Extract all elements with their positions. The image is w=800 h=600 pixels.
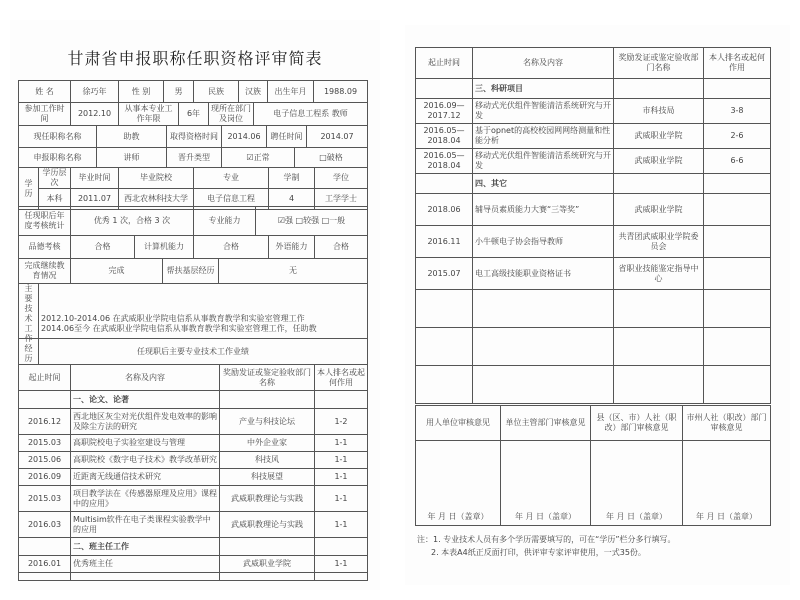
table-cell: 本人排名或起何作用 xyxy=(704,48,771,79)
table-cell: 姓 名 xyxy=(19,81,71,103)
table-cell: 2016.05—2018.04 xyxy=(416,124,473,149)
table-row xyxy=(416,194,771,226)
table-cell xyxy=(614,79,704,99)
table-cell: 用人单位审核意见 xyxy=(416,406,501,441)
review-box: 年 月 日（盖章） xyxy=(501,441,591,526)
table-row xyxy=(416,79,771,99)
table-row xyxy=(19,512,368,538)
table-cell xyxy=(704,174,771,194)
table-cell: 产业与科技论坛 xyxy=(220,409,315,435)
table-cell xyxy=(416,79,473,99)
table-row xyxy=(19,236,368,259)
table-cell: 2016.05—2018.04 xyxy=(416,149,473,174)
education-table xyxy=(18,167,368,210)
table-row xyxy=(19,435,368,452)
table-cell: 武威职教理论与实践 xyxy=(220,486,315,512)
table-cell: 2011.07 xyxy=(71,189,119,210)
table-cell: 主要技术工作经历 xyxy=(19,284,39,365)
review-box: 年 月 日（盖章） xyxy=(416,441,501,526)
table-cell: 优秀班主任 xyxy=(71,556,220,573)
table-row xyxy=(19,207,368,236)
table-cell: 2015.03 xyxy=(19,486,71,512)
review-box: 年 月 日（盖章） xyxy=(683,441,771,526)
table-cell: 1-1 xyxy=(315,435,368,452)
table-row xyxy=(19,391,368,409)
table-cell: 一、论文、论著 xyxy=(71,391,220,409)
table-cell: 武威职业学院 xyxy=(614,194,704,226)
achievements-table xyxy=(18,338,368,581)
table-cell: 6年 xyxy=(179,103,209,126)
table-cell: 共青团武威职业学院委员会 xyxy=(614,226,704,258)
table-cell xyxy=(704,226,771,258)
table-cell xyxy=(704,366,771,404)
table-cell: 1-2 xyxy=(315,409,368,435)
table-cell: 品德考核 xyxy=(19,236,71,259)
table-cell xyxy=(704,194,771,226)
table-cell: 1-1 xyxy=(315,452,368,469)
table-cell: 专业 xyxy=(194,168,269,189)
right-page xyxy=(405,25,790,585)
table-cell: 参加工作时间 xyxy=(19,103,71,126)
table-cell: 2018.06 xyxy=(416,194,473,226)
table-cell: 专业能力 xyxy=(194,207,256,236)
table-cell: 2016.03 xyxy=(19,512,71,538)
table-cell: 汉族 xyxy=(239,81,268,103)
table-cell xyxy=(19,538,71,556)
table-row xyxy=(416,328,771,366)
table-cell: 现所在部门及岗位 xyxy=(209,103,254,126)
table-cell xyxy=(473,328,614,366)
table-cell xyxy=(704,258,771,290)
table-cell xyxy=(614,290,704,328)
form-title: 甘肃省申报职称任职资格评审简表 xyxy=(67,49,323,68)
table-cell: 县（区、市）人社（职改）部门审核意见 xyxy=(591,406,683,441)
table-cell: ☑正常 xyxy=(222,148,295,168)
table-row xyxy=(416,290,771,328)
personal-info-row1 xyxy=(18,80,368,103)
education-continuing-row xyxy=(18,258,368,284)
table-cell: 毕业时间 xyxy=(71,168,119,189)
table-cell: 名称及内容 xyxy=(473,48,614,79)
table-cell: 1-1 xyxy=(315,469,368,486)
table-cell: 2016.12 xyxy=(19,409,71,435)
table-cell xyxy=(473,290,614,328)
table-cell: 徐巧年 xyxy=(71,81,119,103)
table-cell: 申报职称名称 xyxy=(19,148,97,168)
table-cell: 现任职称名称 xyxy=(19,126,97,148)
table-cell: 武威职业学院 xyxy=(614,149,704,174)
left-page xyxy=(10,20,380,590)
table-row xyxy=(19,259,368,284)
table-cell: 武威职业学院 xyxy=(220,556,315,573)
table-cell xyxy=(315,573,368,581)
table-cell: 奖励发证或鉴定验收部门名称 xyxy=(220,365,315,391)
table-cell: 电工高级技能职业资格证书 xyxy=(473,258,614,290)
table-cell: 市州人社（职改）部门审核意见 xyxy=(683,406,771,441)
table-row xyxy=(19,365,368,391)
table-cell xyxy=(416,366,473,404)
table-row xyxy=(19,538,368,556)
table-cell xyxy=(19,573,71,581)
table-cell: 2016.11 xyxy=(416,226,473,258)
table-cell: 起止时间 xyxy=(19,365,71,391)
table-cell: 高职院校电子实验室建设与管理 xyxy=(71,435,220,452)
table-cell: 6-6 xyxy=(704,149,771,174)
table-cell: 性 别 xyxy=(119,81,164,103)
table-row xyxy=(19,103,368,126)
table-cell: 2016.01 xyxy=(19,556,71,573)
table-row xyxy=(416,99,771,124)
table-cell: 2012.10 xyxy=(71,103,119,126)
review-table xyxy=(415,405,771,526)
work-history: 2012.10-2014.06 在武威职业学院电信系从事教育教学和实验室管理工作 2014.06至今 在武威职业学院电信系从事教育教学和实验室管理工作，任助教 xyxy=(39,284,368,365)
table-cell: 辅导员素质能力大赛“三等奖” xyxy=(473,194,614,226)
ethics-row xyxy=(18,235,368,259)
table-cell: 学历层次 xyxy=(39,168,71,189)
table-row xyxy=(416,124,771,149)
table-row xyxy=(19,573,368,581)
table-cell: 近距离无线通信技术研究 xyxy=(71,469,220,486)
table-cell: 2016.09—2017.12 xyxy=(416,99,473,124)
table-row xyxy=(19,409,368,435)
table-cell: 计算机能力 xyxy=(135,236,194,259)
table-cell: 2014.06 xyxy=(222,126,267,148)
table-cell: 中外企业家 xyxy=(220,435,315,452)
assessment-row xyxy=(18,206,368,236)
table-cell: 1-1 xyxy=(315,512,368,538)
table-row xyxy=(416,48,771,79)
achievements-table-continued xyxy=(415,47,771,404)
table-cell: 优秀 1 次，合格 3 次 xyxy=(71,207,194,236)
table-cell xyxy=(416,174,473,194)
table-cell: 西北农林科技大学 xyxy=(119,189,194,210)
table-cell: 电子信息工程系 教师 xyxy=(254,103,368,126)
table-cell xyxy=(19,391,71,409)
table-cell xyxy=(704,79,771,99)
table-row xyxy=(416,406,771,441)
personal-info-row3 xyxy=(18,125,368,148)
table-cell xyxy=(220,573,315,581)
table-row xyxy=(19,469,368,486)
table-cell: 移动式光伏组件智能清洁系统研究与开发 xyxy=(473,99,614,124)
table-cell: 四、其它 xyxy=(473,174,614,194)
table-row xyxy=(19,452,368,469)
table-cell: 移动式光伏组件智能清洁系统研究与开发 xyxy=(473,149,614,174)
table-cell xyxy=(416,290,473,328)
table-cell: 4 xyxy=(269,189,315,210)
table-row xyxy=(19,148,368,168)
table-cell: 本人排名或起何作用 xyxy=(315,365,368,391)
table-cell: ☑强 □较强 □一般 xyxy=(256,207,368,236)
table-cell: 助教 xyxy=(97,126,167,148)
table-cell xyxy=(416,328,473,366)
personal-info-row4 xyxy=(18,147,368,168)
table-cell: 科技展望 xyxy=(220,469,315,486)
table-cell: 出生年月 xyxy=(268,81,314,103)
table-cell: 2015.03 xyxy=(19,435,71,452)
table-cell: 起止时间 xyxy=(416,48,473,79)
table-cell: 完成继续教育情况 xyxy=(19,259,71,284)
table-cell: 2015.07 xyxy=(416,258,473,290)
table-cell xyxy=(614,328,704,366)
table-cell: 2016.09 xyxy=(19,469,71,486)
table-cell: 完成 xyxy=(71,259,163,284)
table-cell: Multisim软件在电子类课程实验教学中的应用 xyxy=(71,512,220,538)
table-cell: 小牛顿电子协会指导教师 xyxy=(473,226,614,258)
table-cell xyxy=(614,366,704,404)
table-cell: 从事本专业工作年限 xyxy=(119,103,179,126)
table-cell: 1988.09 xyxy=(314,81,368,103)
table-cell: 工学学士 xyxy=(315,189,368,210)
table-cell: 合格 xyxy=(194,236,269,259)
table-cell: 聘任时间 xyxy=(267,126,307,148)
table-cell: 1-1 xyxy=(315,556,368,573)
table-cell: 本科 xyxy=(39,189,71,210)
table-cell: 1-1 xyxy=(315,486,368,512)
table-row xyxy=(416,441,771,526)
notes xyxy=(417,533,675,559)
table-cell xyxy=(704,328,771,366)
table-cell: 市科技局 xyxy=(614,99,704,124)
table-row xyxy=(19,339,368,365)
table-cell: 合格 xyxy=(315,236,368,259)
table-cell: 项目教学法在《传感器原理及应用》课程中的应用》 xyxy=(71,486,220,512)
table-row xyxy=(19,168,368,189)
table-cell xyxy=(315,538,368,556)
table-cell xyxy=(220,391,315,409)
table-cell: □破格 xyxy=(295,148,368,168)
table-cell: 学位 xyxy=(315,168,368,189)
table-cell: 3-8 xyxy=(704,99,771,124)
table-cell xyxy=(220,538,315,556)
table-cell: 讲师 xyxy=(97,148,167,168)
table-row xyxy=(19,556,368,573)
table-cell: 学历 xyxy=(19,168,39,210)
table-cell: 毕业院校 xyxy=(119,168,194,189)
table-cell xyxy=(704,290,771,328)
table-cell: 三、科研项目 xyxy=(473,79,614,99)
table-row xyxy=(19,81,368,103)
table-cell: 取得资格时间 xyxy=(167,126,222,148)
table-cell: 西北地区灰尘对光伏组件发电效率的影响及除尘方法的研究 xyxy=(71,409,220,435)
table-cell: 武威职业学院 xyxy=(614,124,704,149)
table-row xyxy=(416,258,771,290)
table-cell: 外语能力 xyxy=(269,236,315,259)
table-row xyxy=(19,486,368,512)
table-cell: 单位主管部门审核意见 xyxy=(501,406,591,441)
table-cell xyxy=(473,366,614,404)
table-row xyxy=(416,174,771,194)
note-1: 注：1. 专业技术人员有多个学历需要填写的，可在“学历”栏分多行填写。 xyxy=(417,535,676,544)
table-row xyxy=(416,366,771,404)
table-cell: 2014.07 xyxy=(307,126,368,148)
table-cell: 科技风 xyxy=(220,452,315,469)
table-row xyxy=(416,226,771,258)
table-cell: 基于opnet的高校校园网网络测量和性能分析 xyxy=(473,124,614,149)
table-row xyxy=(19,126,368,148)
table-cell: 合格 xyxy=(71,236,135,259)
table-row xyxy=(416,149,771,174)
table-cell: 民族 xyxy=(194,81,239,103)
review-box: 年 月 日（盖章） xyxy=(591,441,683,526)
table-cell: 奖励发证或鉴定验收部门名称 xyxy=(614,48,704,79)
note-2: 2. 本表A4纸正反面打印，供评审专家评审使用，一式35份。 xyxy=(431,548,646,557)
table-cell: 男 xyxy=(164,81,194,103)
table-cell: 帮扶基层经历 xyxy=(163,259,219,284)
table-cell: 省职业技能鉴定指导中心 xyxy=(614,258,704,290)
table-cell: 任现职后年度考核统计 xyxy=(19,207,71,236)
table-cell: 武威职教理论与实践 xyxy=(220,512,315,538)
table-cell: 2015.06 xyxy=(19,452,71,469)
table-cell: 高职院校《数字电子技术》教学改革研究 xyxy=(71,452,220,469)
table-cell: 名称及内容 xyxy=(71,365,220,391)
section-title: 任现职后主要专业技术工作业绩 xyxy=(19,339,368,365)
table-cell: 无 xyxy=(219,259,368,284)
table-cell: 晋升类型 xyxy=(167,148,222,168)
table-cell: 二、班主任工作 xyxy=(71,538,220,556)
table-cell: 电子信息工程 xyxy=(194,189,269,210)
table-cell xyxy=(315,391,368,409)
personal-info-row2 xyxy=(18,102,368,126)
table-cell xyxy=(614,174,704,194)
table-cell: 2-6 xyxy=(704,124,771,149)
table-cell: 学制 xyxy=(269,168,315,189)
table-cell xyxy=(71,573,220,581)
